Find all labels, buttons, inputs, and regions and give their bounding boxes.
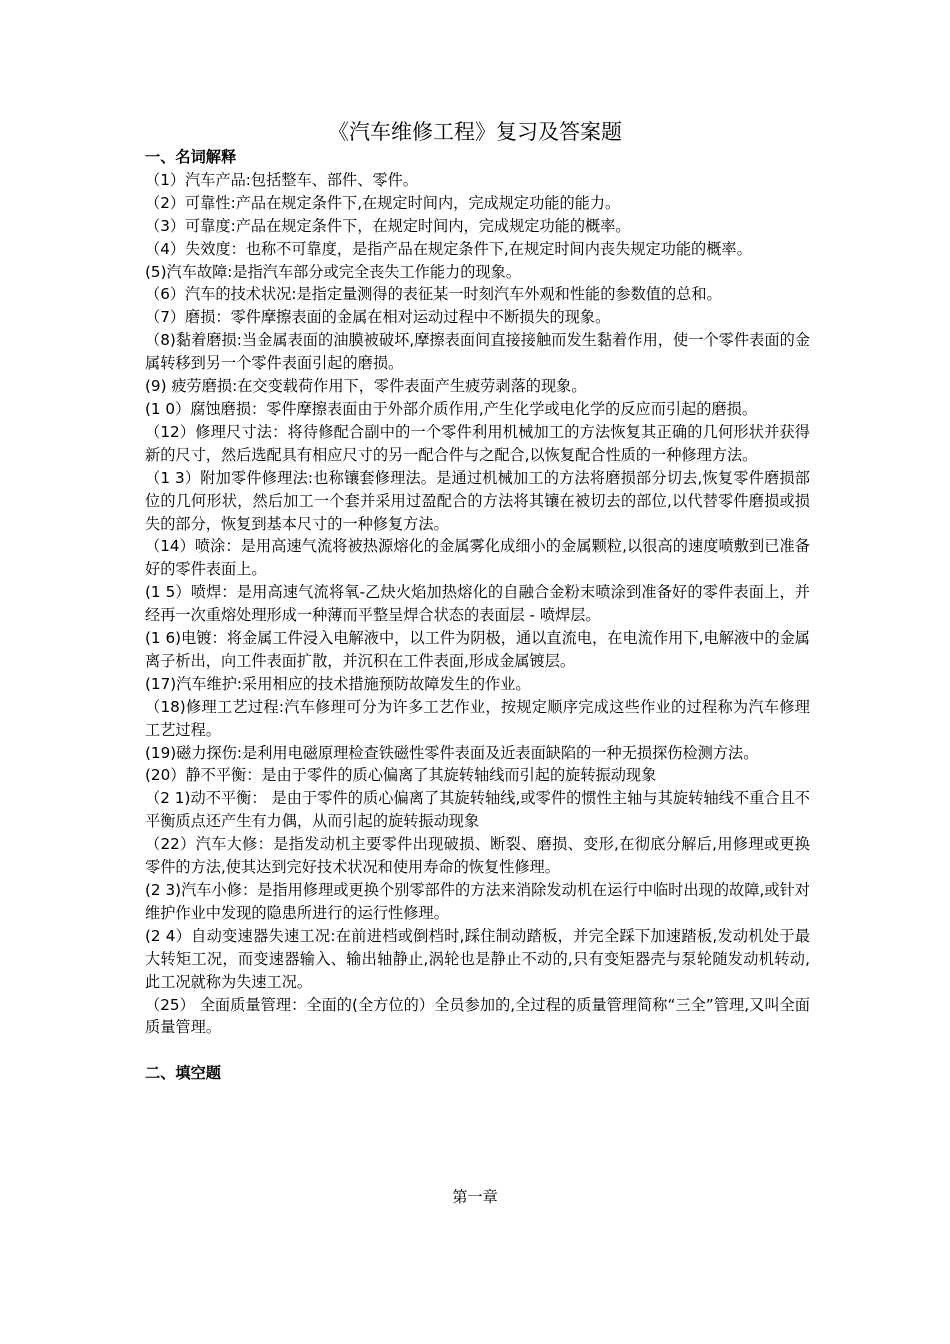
definition-item: （2）可靠性:产品在规定条件下,在规定时间内，完成规定功能的能力。	[145, 193, 621, 212]
definition-item: （1 3）附加零件修理法:也称镶套修理法。是通过机械加工的方法将磨损部分切去,恢复零件磨损部位的几何形状，然后加工一个套并采用过盈配合的方法将其镶在被切去的部位,以代替零件磨损或损失的部分，恢复到基本尺寸的一种修复方法。	[145, 468, 810, 533]
document-body	[145, 146, 810, 1085]
definition-item: （12）修理尺寸法：将待修配合副中的一个零件利用机械加工的方法恢复其正确的几何形状并获得新的尺寸，然后选配具有相应尺寸的另一配合件与之配合,以恢复配合性质的一种修理方法。	[145, 422, 810, 464]
definition-item: (19)磁力探伤:是利用电磁原理检查铁磁性零件表面及近表面缺陷的一种无损探伤检测方法。	[145, 743, 759, 762]
definition-item: (20）静不平衡：是由于零件的质心偏离了其旋转轴线而引起的旋转振动现象	[145, 766, 657, 785]
section-heading-fill-in: 二、填空题	[145, 1064, 221, 1083]
definition-item: （8)黏着磨损:当金属表面的油膜被破坏,摩擦表面间直接接触而发生黏着作用，使一个零件表面的金属转移到另一个零件表面引起的磨损。	[145, 331, 810, 373]
definition-item: （4）失效度：也称不可靠度，是指产品在规定条件下,在规定时间内丧失规定功能的概率。	[145, 239, 752, 258]
definition-item: （18)修理工艺过程:汽车修理可分为许多工艺作业，按规定顺序完成这些作业的过程称为汽车修理工艺过程。	[145, 697, 810, 739]
definition-list	[145, 169, 810, 1039]
definition-item: （1）汽车产品:包括整车、部件、零件。	[145, 170, 418, 189]
definition-item: (5)汽车故障:是指汽车部分或完全丧失工作能力的现象。	[145, 262, 521, 281]
definition-item: (1 5）喷焊：是用高速气流将氧-乙炔火焰加热熔化的自融合金粉末喷涂到准备好的零件表面上，并经再一次重熔处理形成一种薄而平整呈焊合状态的表面层 - 喷焊层。	[145, 583, 810, 625]
definition-item: (2 3)汽车小修：是指用修理或更换个别零部件的方法来消除发动机在运行中临时出现的故障,或针对维护作业中发现的隐患所进行的运行性修理。	[145, 881, 810, 922]
definition-item: (1 6)电镀：将金属工件浸入电解液中，以工件为阴极，通以直流电，在电流作用下,电解液中的金属离子析出，向工件表面扩散，并沉积在工件表面,形成金属镀层。	[145, 629, 810, 670]
definition-item: （6）汽车的技术状况:是指定量测得的表征某一时刻汽车外观和性能的参数值的总和。	[145, 285, 722, 304]
definition-item: (2 4）自动变速器失速工况:在前进档或倒档时,踩住制动踏板，并完全踩下加速踏板,发动机处于最大转矩工况，而变速器输入、输出轴静止,涡轮也是静止不动的,只有变矩器壳与泵轮随发动机转动,此工况就称为失速工况。	[145, 926, 810, 991]
document-title: 《汽车维修工程》复习及答案题	[328, 120, 622, 144]
definition-item: (17)汽车维护:采用相应的技术措施预防故障发生的作业。	[145, 674, 531, 693]
definition-item: （3）可靠度:产品在规定条件下，在规定时间内，完成规定功能的概率。	[145, 216, 631, 235]
definition-item: （7）磨损：零件摩擦表面的金属在相对运动过程中不断损失的现象。	[145, 308, 611, 327]
definition-item: （25） 全面质量管理：全面的(全方位的）全员参加的,全过程的质量管理简称“三全”管理,又叫全面质量管理。	[145, 995, 810, 1037]
section-spacer	[145, 1039, 810, 1062]
definition-item: (1 0）腐蚀磨损：零件摩擦表面由于外部介质作用,产生化学或电化学的反应而引起的磨损。	[145, 399, 758, 418]
definition-item: （14）喷涂：是用高速气流将被热源熔化的金属雾化成细小的金属颗粒,以很高的速度喷敷到已准备好的零件表面上。	[145, 537, 810, 579]
section-heading-definitions: 一、名词解释	[145, 148, 237, 166]
definition-item: （2 1)动不平衡： 是由于零件的质心偏离了其旋转轴线,或零件的惯性主轴与其旋转轴线不重合且不平衡质点还产生有力偶，从而引起的旋转振动现象	[145, 789, 810, 831]
definition-item: (9) 疲劳磨损:在交变载荷作用下，零件表面产生疲劳剥落的现象。	[145, 377, 587, 396]
chapter-heading: 第一章	[452, 1188, 498, 1206]
definition-item: （22）汽车大修：是指发动机主要零件出现破损、断裂、磨损、变形,在彻底分解后,用修理或更换零件的方法,使其达到完好技术状况和使用寿命的恢复性修理。	[145, 835, 810, 877]
